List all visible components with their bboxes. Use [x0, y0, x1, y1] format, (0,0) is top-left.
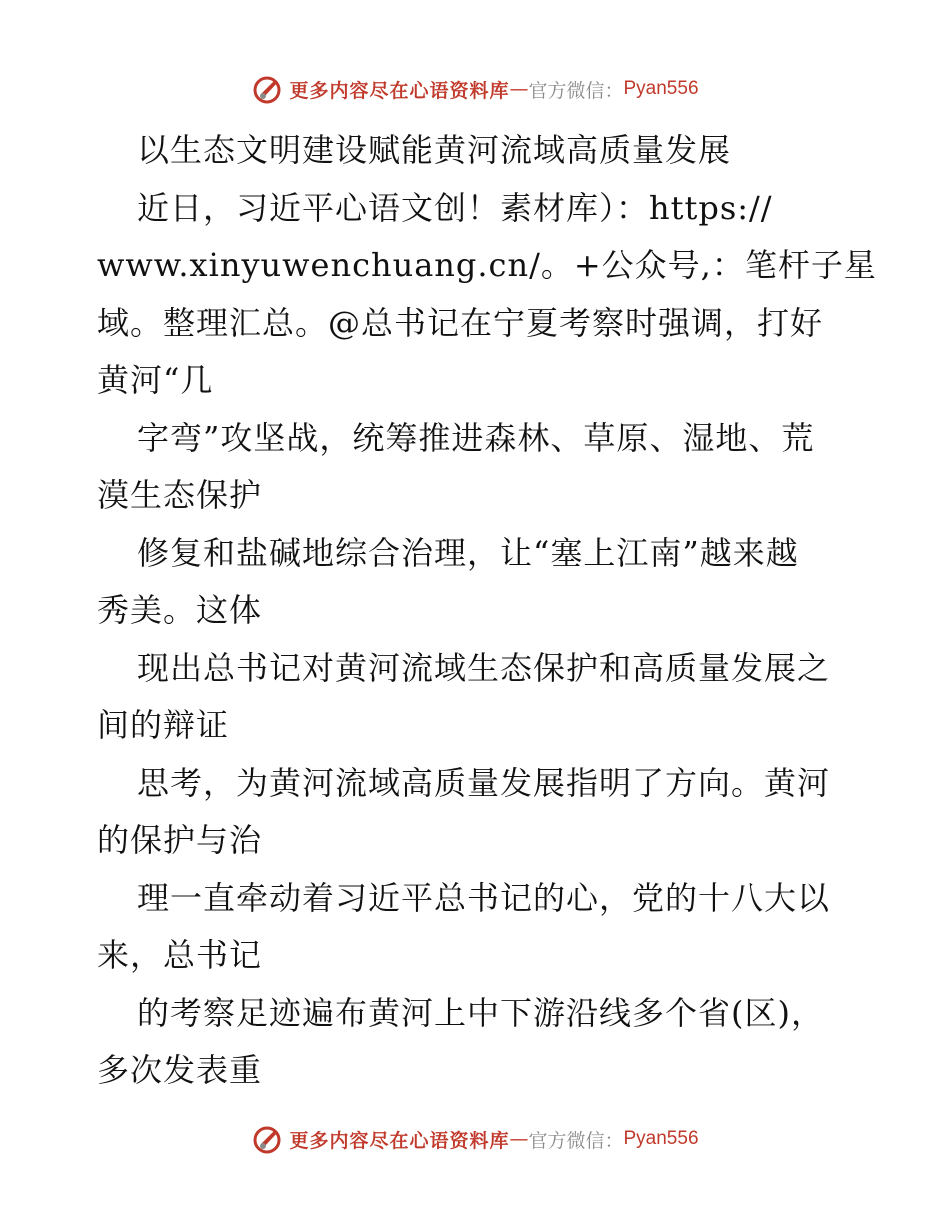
text-line: 黄河“几 — [97, 361, 214, 399]
banner-wechat-id: Pyan556 — [623, 1128, 699, 1149]
text-line: 现出总书记对黄河流域生态保护和高质量发展之 — [137, 648, 831, 687]
text-line: 来，总书记 — [97, 936, 263, 974]
text-line: 漠生态保护 — [97, 476, 263, 514]
text-line: 的考察足迹遍布黄河上中下游沿线多个省(区)， — [137, 993, 824, 1032]
text-line: 理一直牵动着习近平总书记的心，党的十八大以 — [137, 878, 831, 917]
footer-watermark-banner — [0, 1122, 950, 1156]
banner-dash: — — [509, 78, 529, 100]
brush-logo-icon — [251, 1122, 285, 1156]
banner-title: 更多内容尽在心语资料库 — [289, 79, 510, 102]
brush-logo-icon — [251, 72, 285, 106]
text-line: www.xinyuwenchuang.cn/。+公众号,：笔杆子星 — [97, 246, 877, 284]
text-line: 思考，为黄河流域高质量发展指明了方向。黄河 — [137, 763, 831, 802]
document-body — [97, 122, 877, 1100]
banner-wechat-label: 官方微信： — [528, 1129, 624, 1152]
text-line: 多次发表重 — [97, 1051, 263, 1089]
document-title: 以生态文明建设赋能黄河流域高质量发展 — [137, 131, 732, 169]
banner-title: 更多内容尽在心语资料库 — [289, 1129, 510, 1152]
text-line: 修复和盐碱地综合治理，让“塞上江南”越来越 — [137, 533, 799, 572]
text-line: 近日，习近平心语文创！素材库）：https:// — [137, 188, 773, 227]
text-line: 字弯”攻坚战，统筹推进森林、草原、湿地、荒 — [137, 418, 815, 457]
banner-wechat-label: 官方微信： — [528, 79, 624, 102]
text-line: 域。整理汇总。@总书记在宁夏考察时强调，打好 — [97, 303, 824, 342]
banner-dash: — — [509, 1128, 529, 1150]
banner-wechat-id: Pyan556 — [623, 78, 699, 99]
text-line: 的保护与治 — [97, 821, 263, 859]
text-line: 秀美。这体 — [97, 591, 263, 629]
text-line: 间的辩证 — [97, 706, 230, 744]
header-watermark-banner — [0, 72, 950, 106]
